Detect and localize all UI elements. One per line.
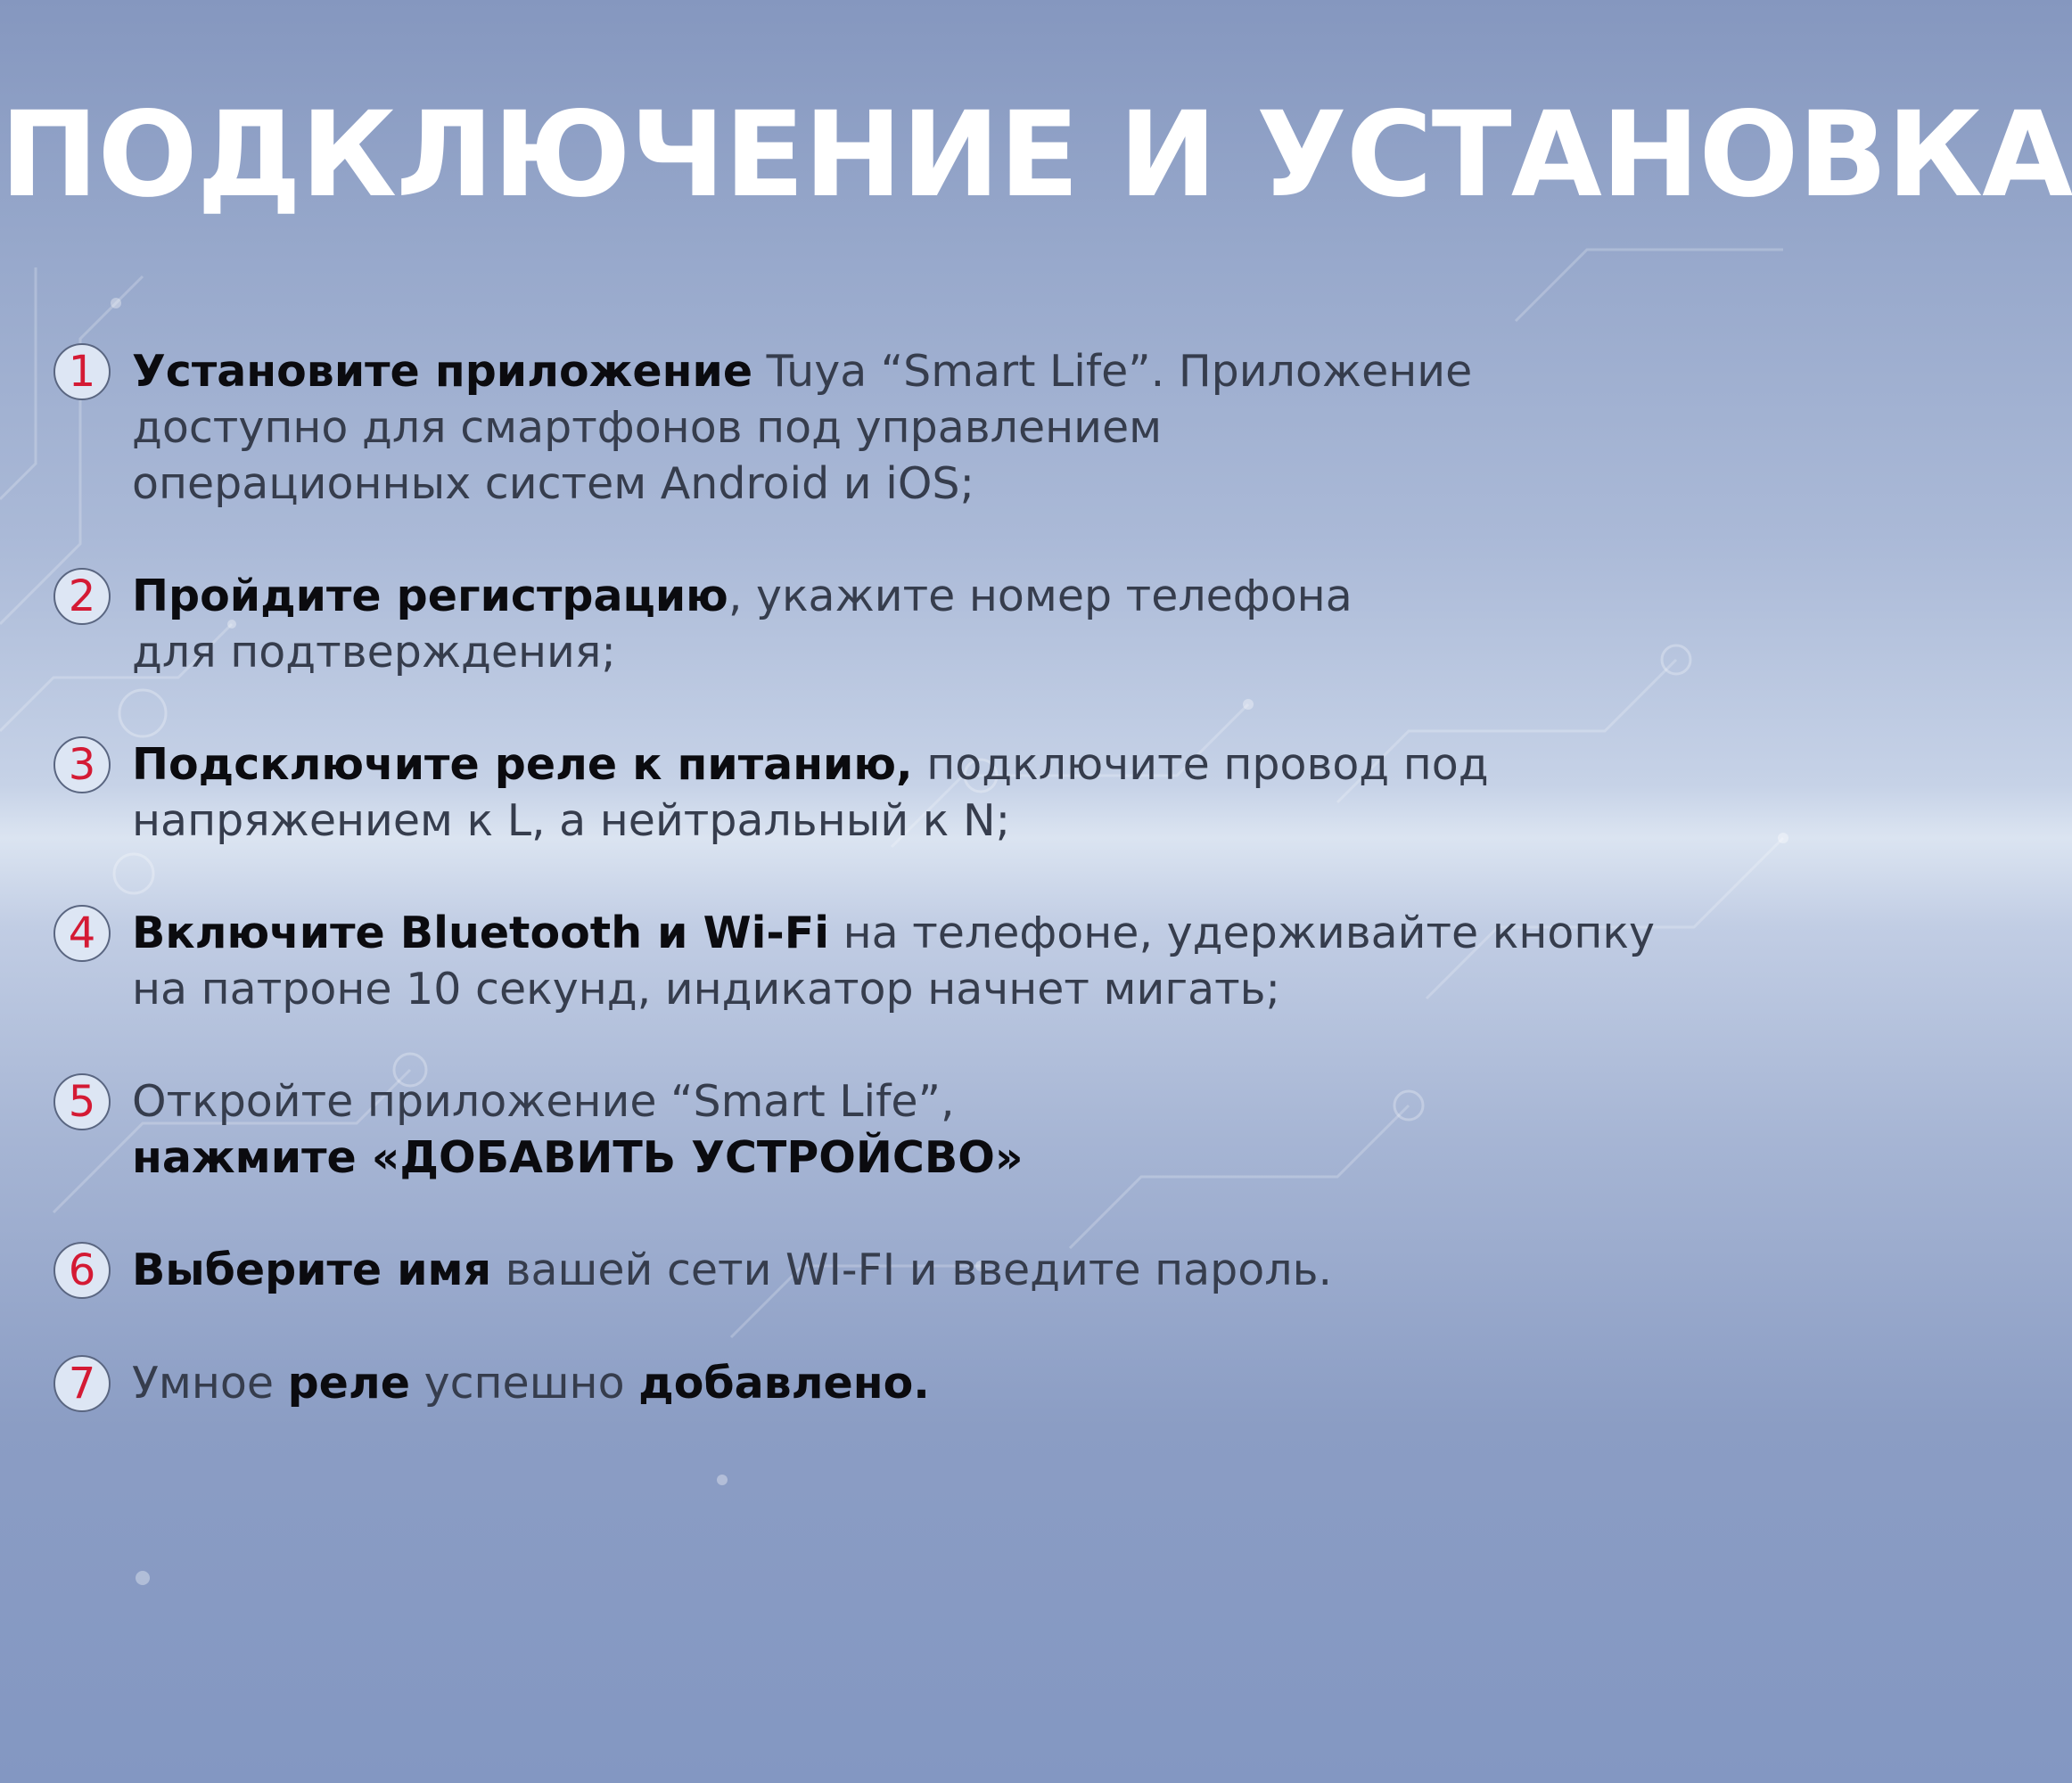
step-text-regular: Откройте приложение “Smart Life”, [132, 1076, 955, 1127]
step-text-line [132, 568, 1772, 624]
step-number-badge: 7 [53, 1355, 111, 1412]
step-text-line [132, 1355, 1772, 1411]
step-text-line [132, 1242, 1772, 1298]
step-text-bold: Подсключите реле к питанию, [132, 739, 913, 790]
step-text-line [132, 1073, 1772, 1130]
step-number-badge: 3 [53, 736, 111, 793]
step-text-line [132, 456, 1772, 512]
step-text [132, 1073, 1772, 1186]
step-text [132, 736, 1772, 849]
step-text-line [132, 343, 1772, 399]
step-number-badge: 6 [53, 1242, 111, 1299]
step-text-line [132, 1130, 1772, 1186]
step-text-line [132, 793, 1772, 849]
step-text-regular: Умное [132, 1358, 288, 1409]
step-text-bold: Включите Bluetooth и Wi-Fi [132, 908, 830, 958]
step-text-regular: Tuya “Smart Life”. Приложение [752, 346, 1473, 397]
step-text-bold: Установите приложение [132, 346, 753, 397]
step-text-line [132, 736, 1772, 793]
step-text-regular: для подтверждения; [132, 627, 616, 678]
step-text [132, 1242, 1772, 1298]
step-text [132, 568, 1772, 680]
step-text-regular: на телефоне, удерживайте кнопку [829, 908, 1655, 958]
step-text-bold: добавлено. [638, 1358, 930, 1409]
step-number-badge: 2 [53, 568, 111, 625]
step-text [132, 343, 1772, 512]
step-text-line [132, 399, 1772, 456]
step-text-regular: операционных систем Android и iOS; [132, 458, 974, 509]
step-text-regular: успешно [410, 1358, 639, 1409]
page-title: ПОДКЛЮЧЕНИЕ И УСТАНОВКА [0, 86, 2072, 224]
step-text-bold: Пройдите регистрацию [132, 571, 728, 621]
step-text-bold: нажмите «ДОБАВИТЬ УСТРОЙСВО» [132, 1132, 1024, 1183]
step-text-line [132, 624, 1772, 680]
step-text-line [132, 905, 1772, 961]
step-text-regular: подключите провод под [912, 739, 1489, 790]
step-text [132, 905, 1772, 1017]
step-text [132, 1355, 1772, 1411]
step-text-regular: напряжением к L, а нейтральный к N; [132, 795, 1011, 846]
step-number-badge: 5 [53, 1073, 111, 1130]
step-text-bold: Выберите имя [132, 1245, 492, 1295]
step-text-regular: на патроне 10 секунд, индикатор начнет мигать; [132, 964, 1281, 1015]
step-text-regular: , укажите номер телефона [728, 571, 1353, 621]
step-text-regular: вашей сети WI-FI и введите пароль. [491, 1245, 1333, 1295]
step-text-bold: реле [287, 1358, 410, 1409]
step-number-badge: 4 [53, 905, 111, 962]
step-number-badge: 1 [53, 343, 111, 400]
step-text-regular: доступно для смартфонов под управлением [132, 402, 1163, 453]
step-text-line [132, 961, 1772, 1017]
